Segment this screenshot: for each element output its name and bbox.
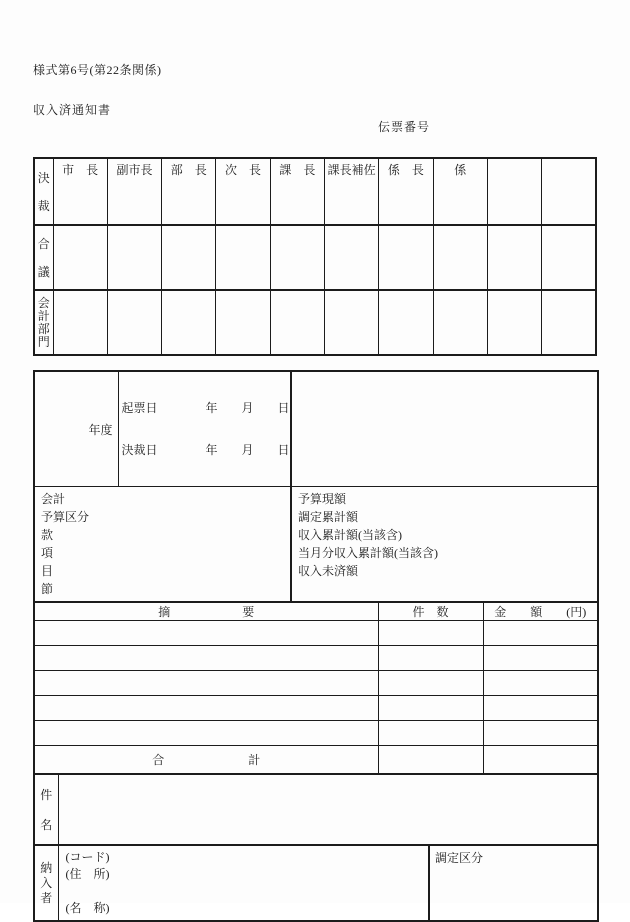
summary-description-cell — [34, 671, 378, 696]
summary-row — [34, 646, 598, 671]
summary-amount-cell — [483, 621, 598, 646]
approval-col-mayor: 市 長 — [53, 158, 107, 225]
payer-details-cell — [58, 845, 429, 921]
approval-date-line: 決裁日 年 月 日 — [121, 443, 290, 457]
form-code: 様式第6号(第22条関係) — [33, 63, 162, 77]
summary-amount-cell — [483, 721, 598, 746]
stamp-cell — [433, 225, 487, 290]
summary-count-cell — [378, 621, 483, 646]
budget-current-amount: 予算現額 — [298, 492, 347, 506]
summary-body — [34, 621, 598, 746]
budget-label-kan: 款 — [41, 528, 54, 542]
approval-col-chief: 係 長 — [379, 158, 433, 225]
total-row — [34, 746, 598, 775]
summary-description-cell — [34, 721, 378, 746]
summary-description-cell — [34, 696, 378, 721]
stamp-cell — [107, 290, 161, 355]
summary-description-cell — [34, 646, 378, 671]
summary-row — [34, 671, 598, 696]
budget-row — [34, 487, 598, 603]
approval-col-staff: 係 — [433, 158, 487, 225]
payer-label: 納 入 者 — [34, 845, 58, 921]
approval-col-deputy-dept-head: 次 長 — [216, 158, 270, 225]
total-amount-cell — [483, 746, 598, 775]
budget-amounts-cell — [291, 487, 598, 603]
approval-row-label: 会 計 部 門 — [34, 290, 53, 355]
stamp-cell — [270, 290, 324, 355]
assessment-cumulative-amount: 調定累計額 — [298, 510, 359, 524]
payer-name-label: (名 称) — [65, 901, 110, 915]
summary-count-cell — [378, 646, 483, 671]
approval-col-assistant-section-head: 課長補佐 — [324, 158, 378, 225]
approval-table — [33, 157, 597, 356]
revenue-outstanding-amount: 収入未済額 — [298, 564, 359, 578]
subject-row — [34, 774, 598, 845]
fiscal-year-label: 年度 — [34, 371, 118, 487]
stamp-cell — [487, 290, 541, 355]
summary-row — [34, 621, 598, 646]
stamp-cell — [324, 225, 378, 290]
stamp-cell — [270, 225, 324, 290]
summary-count-cell — [378, 721, 483, 746]
subject-label: 件 名 — [34, 774, 58, 845]
approval-col-blank-2 — [542, 158, 596, 225]
stamp-cell — [487, 225, 541, 290]
stamp-cell — [542, 290, 596, 355]
approval-row-gougi — [34, 225, 596, 290]
summary-amount-cell — [483, 646, 598, 671]
summary-amount-cell — [483, 696, 598, 721]
stamp-cell — [216, 225, 270, 290]
approval-row-label: 決 裁 — [34, 158, 53, 225]
total-count-cell — [378, 746, 483, 775]
payer-row — [34, 845, 598, 921]
approval-col-deputy-mayor: 副市長 — [107, 158, 161, 225]
stamp-cell — [162, 225, 216, 290]
budget-label-kou: 項 — [41, 546, 54, 560]
summary-row — [34, 696, 598, 721]
page-title: 収入済通知書 — [33, 103, 112, 117]
stamp-cell — [324, 290, 378, 355]
stamp-cell — [542, 225, 596, 290]
summary-amount-cell — [483, 671, 598, 696]
summary-count-header: 件 数 — [378, 602, 483, 621]
payer-blank-line — [66, 883, 422, 900]
stamp-cell — [379, 290, 433, 355]
slip-number-label: 伝票番号 — [378, 120, 431, 134]
summary-amount-header: 金 額 (円) — [483, 602, 598, 621]
summary-header-row — [34, 602, 598, 621]
stamp-cell — [107, 225, 161, 290]
approval-row-label: 合 議 — [34, 225, 53, 290]
stamp-cell — [216, 290, 270, 355]
detail-bottom — [34, 746, 598, 922]
approval-col-blank-1 — [487, 158, 541, 225]
approval-col-dept-head: 部 長 — [162, 158, 216, 225]
monthly-revenue-cumulative-amount: 当月分収入累計額(当該含) — [298, 546, 439, 560]
detail-top — [34, 371, 598, 621]
stamp-cell — [162, 290, 216, 355]
budget-label-setsu: 節 — [41, 582, 54, 596]
payer-address-label: (住 所) — [65, 867, 110, 881]
detail-table — [33, 370, 599, 922]
summary-description-header: 摘 要 — [34, 602, 378, 621]
stamp-cell — [433, 290, 487, 355]
summary-row — [34, 721, 598, 746]
dates-cell — [118, 371, 291, 487]
payer-code-label: (コード) — [65, 850, 110, 864]
subject-value-cell — [58, 774, 598, 845]
budget-label-account: 会計 — [41, 492, 66, 506]
approval-col-section-head: 課 長 — [270, 158, 324, 225]
fiscal-year-row — [34, 371, 598, 487]
issue-date-line: 起票日 年 月 日 — [121, 401, 290, 415]
budget-label-moku: 目 — [41, 564, 54, 578]
fiscal-year-blank-cell — [291, 371, 598, 487]
summary-count-cell — [378, 696, 483, 721]
approval-row-accounting — [34, 290, 596, 355]
approval-row-kessai — [34, 158, 596, 225]
total-label: 合 計 — [34, 746, 378, 775]
summary-description-cell — [34, 621, 378, 646]
summary-count-cell — [378, 671, 483, 696]
stamp-cell — [53, 290, 107, 355]
stamp-cell — [379, 225, 433, 290]
assessment-category-label: 調定区分 — [429, 845, 598, 921]
revenue-cumulative-amount: 収入累計額(当該含) — [298, 528, 403, 542]
budget-classification-cell — [34, 487, 291, 603]
budget-label-division: 予算区分 — [41, 510, 90, 524]
stamp-cell — [53, 225, 107, 290]
